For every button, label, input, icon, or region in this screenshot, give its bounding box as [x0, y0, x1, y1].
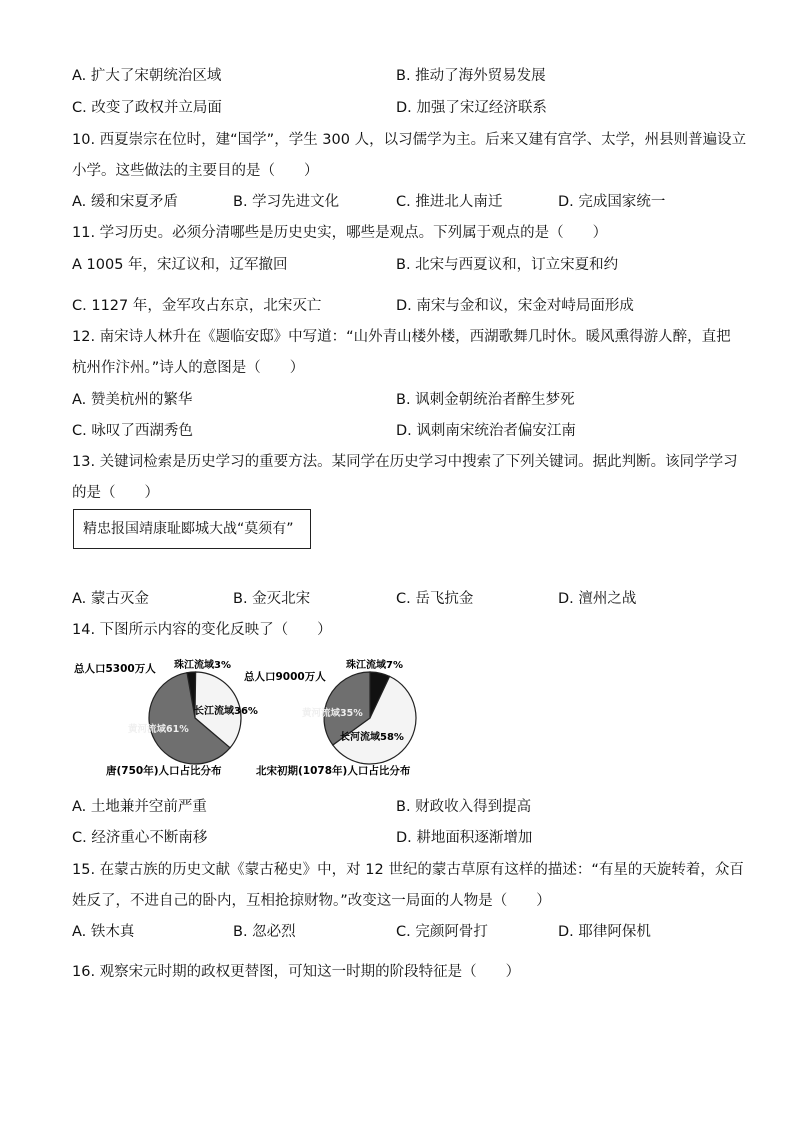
q13-option-a: A. 蒙古灭金 — [72, 591, 149, 607]
q15-stem-line2: 姓反了，不进自己的卧内，互相抢掠财物。”改变这一局面的人物是（ ） — [72, 893, 551, 909]
q12-option-c: C. 咏叹了西湖秀色 — [72, 423, 193, 439]
keyword-box: 精忠报国靖康耻郾城大战“莫须有” — [73, 509, 311, 549]
tang-zhujiang-label: 珠江流域3% — [174, 660, 231, 671]
q12-stem-line2: 杭州作汴州。”诗人的意图是（ ） — [72, 360, 305, 376]
tang-huanghe-label: 黄河流域61% — [128, 724, 189, 735]
q10-option-c: C. 推进北人南迁 — [396, 194, 503, 210]
q12-stem-line1: 12. 南宋诗人林升在《题临安邸》中写道：“山外青山楼外楼，西湖歌舞几时休。暖风熏得游人醉，直把 — [72, 329, 731, 345]
song-chart-title: 北宋初期(1078年)人口占比分布 — [256, 765, 411, 777]
q9-option-b: B. 推动了海外贸易发展 — [396, 68, 546, 84]
q16-stem: 16. 观察宋元时期的政权更替图，可知这一时期的阶段特征是（ ） — [72, 964, 521, 980]
q11-option-d: D. 南宋与金和议，宋金对峙局面形成 — [396, 298, 634, 314]
song-zhujiang-label: 珠江流域7% — [346, 660, 403, 671]
q10-option-d: D. 完成国家统一 — [558, 194, 666, 210]
q11-option-a: A 1005 年，宋辽议和，辽军撤回 — [72, 257, 288, 273]
q12-option-b: B. 讽刺金朝统治者醉生梦死 — [396, 392, 575, 408]
population-pie-charts — [70, 650, 440, 785]
q13-option-c: C. 岳飞抗金 — [396, 591, 474, 607]
q14-option-d: D. 耕地面积逐渐增加 — [396, 830, 533, 846]
q11-option-b: B. 北宋与西夏议和，订立宋夏和约 — [396, 257, 619, 273]
q9-option-a: A. 扩大了宋朝统治区域 — [72, 68, 222, 84]
tang-changjiang-label: 长江流域36% — [194, 706, 258, 717]
q12-option-d: D. 讽刺南宋统治者偏安江南 — [396, 423, 576, 439]
q10-stem-line1: 10. 西夏崇宗在位时，建“国学”，学生 300 人，以习儒学为主。后来又建有宫学、太学，州县则普遍设立 — [72, 132, 747, 148]
q13-stem-line2: 的是（ ） — [72, 485, 159, 501]
q11-option-c: C. 1127 年，金军攻占东京，北宋灭亡 — [72, 298, 322, 314]
q14-option-b: B. 财政收入得到提高 — [396, 799, 532, 815]
q10-option-a: A. 缓和宋夏矛盾 — [72, 194, 178, 210]
q9-option-c: C. 改变了政权并立局面 — [72, 100, 222, 116]
q10-option-b: B. 学习先进文化 — [233, 194, 340, 210]
q15-option-a: A. 铁木真 — [72, 924, 135, 940]
song-huanghe-label: 黄河流域35% — [302, 708, 363, 719]
q12-option-a: A. 赞美杭州的繁华 — [72, 392, 193, 408]
tang-total-label: 总人口5300万人 — [74, 663, 156, 675]
tang-chart-title: 唐(750年)人口占比分布 — [106, 765, 222, 777]
tang-pie-chart — [149, 672, 241, 764]
q9-option-d: D. 加强了宋辽经济联系 — [396, 100, 547, 116]
q13-option-b: B. 金灭北宋 — [233, 591, 311, 607]
q15-stem-line1: 15. 在蒙古族的历史文献《蒙古秘史》中，对 12 世纪的蒙古草原有这样的描述：“有星的天旋转着，众百 — [72, 862, 744, 878]
q10-stem-line2: 小学。这些做法的主要目的是（ ） — [72, 163, 319, 179]
song-total-label: 总人口9000万人 — [244, 671, 326, 683]
song-changjiang-label: 长河流域58% — [340, 732, 404, 743]
q13-stem-line1: 13. 关键词检索是历史学习的重要方法。某同学在历史学习中搜索了下列关键词。据此判断。该同学学习 — [72, 454, 738, 470]
q15-option-c: C. 完颜阿骨打 — [396, 924, 488, 940]
q15-option-b: B. 忽必烈 — [233, 924, 296, 940]
q11-stem: 11. 学习历史。必须分清哪些是历史史实，哪些是观点。下列属于观点的是（ ） — [72, 225, 608, 241]
q14-option-c: C. 经济重心不断南移 — [72, 830, 208, 846]
q15-option-d: D. 耶律阿保机 — [558, 924, 651, 940]
q14-option-a: A. 土地兼并空前严重 — [72, 799, 207, 815]
q13-option-d: D. 澶州之战 — [558, 591, 637, 607]
q14-stem: 14. 下图所示内容的变化反映了（ ） — [72, 622, 332, 638]
